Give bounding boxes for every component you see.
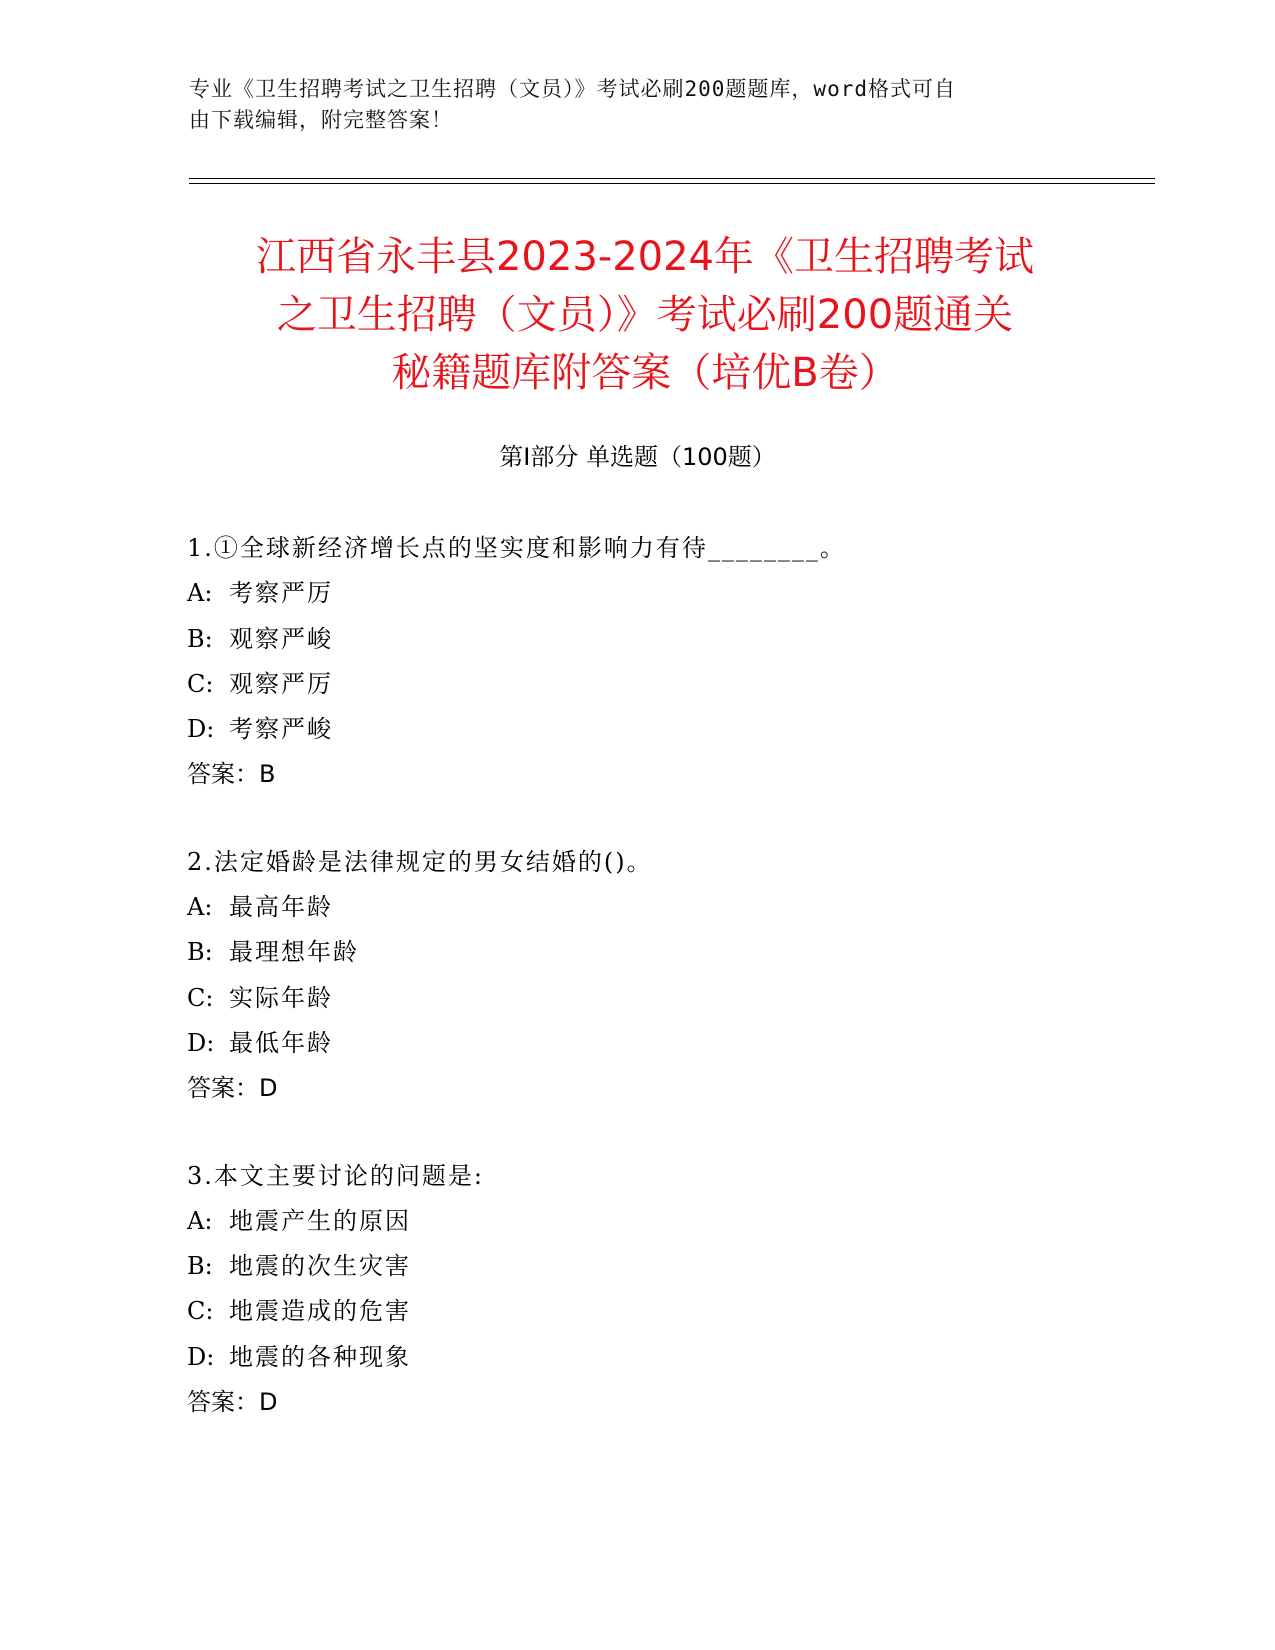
question-stem: 3.本文主要讨论的问题是:	[187, 1161, 484, 1190]
divider-line-top	[189, 178, 1155, 179]
question-stem: 1.①全球新经济增长点的坚实度和影响力有待________。	[187, 534, 846, 562]
divider-line-bottom	[189, 183, 1155, 184]
answer-line: 答案：D	[187, 1074, 278, 1103]
option-label: B:	[187, 938, 213, 967]
answer-line: 答案：B	[187, 760, 276, 789]
question-list	[187, 526, 1187, 1467]
title-line-2: 之卫生招聘（文员）》考试必刷200题通关	[276, 292, 1014, 338]
option-d	[187, 1021, 1187, 1066]
option-text: 最低年龄	[229, 1028, 333, 1057]
intro-line-1: 专业《卫生招聘考试之卫生招聘（文员）》考试必刷200题题库，word格式可自	[189, 77, 956, 101]
option-b	[187, 617, 1187, 662]
option-d	[187, 1335, 1187, 1380]
intro-text	[189, 74, 1089, 136]
option-text: 考察严厉	[229, 579, 333, 608]
option-text: 最高年龄	[229, 893, 333, 922]
option-text: 观察严厉	[229, 669, 333, 698]
option-label: C:	[187, 983, 214, 1012]
option-text: 地震的次生灾害	[229, 1252, 411, 1281]
question-1	[187, 526, 1187, 798]
option-label: C:	[187, 1297, 214, 1326]
option-b	[187, 930, 1187, 975]
title-line-1: 江西省永丰县2023-2024年《卫生招聘考试	[255, 234, 1035, 280]
option-text: 地震造成的危害	[229, 1297, 411, 1326]
option-label: D:	[187, 715, 215, 744]
option-a	[187, 1199, 1187, 1244]
option-label: B:	[187, 1252, 213, 1281]
option-text: 最理想年龄	[229, 938, 359, 967]
option-c	[187, 976, 1187, 1021]
option-label: B:	[187, 624, 213, 653]
option-text: 观察严峻	[229, 624, 333, 653]
option-text: 地震产生的原因	[229, 1206, 411, 1235]
question-3	[187, 1154, 1187, 1426]
option-b	[187, 1244, 1187, 1289]
document-title	[180, 228, 1110, 402]
option-d	[187, 707, 1187, 752]
answer-line: 答案：D	[187, 1388, 278, 1417]
option-c	[187, 1289, 1187, 1334]
section-heading: 第Ⅰ部分 单选题（100题）	[499, 443, 776, 471]
option-a	[187, 571, 1187, 616]
option-label: D:	[187, 1028, 215, 1057]
intro-line-2: 由下载编辑，附完整答案！	[189, 108, 453, 132]
option-label: D:	[187, 1342, 215, 1371]
option-text: 考察严峻	[229, 715, 333, 744]
option-text: 实际年龄	[229, 983, 333, 1012]
option-label: C:	[187, 669, 214, 698]
option-label: A:	[187, 893, 213, 922]
option-text: 地震的各种现象	[229, 1342, 411, 1371]
option-a	[187, 885, 1187, 930]
option-label: A:	[187, 1206, 213, 1235]
option-c	[187, 662, 1187, 707]
title-line-3: 秘籍题库附答案（培优B卷）	[391, 350, 899, 396]
question-2	[187, 840, 1187, 1112]
option-label: A:	[187, 579, 213, 608]
question-stem: 2.法定婚龄是法律规定的男女结婚的()。	[187, 847, 653, 876]
